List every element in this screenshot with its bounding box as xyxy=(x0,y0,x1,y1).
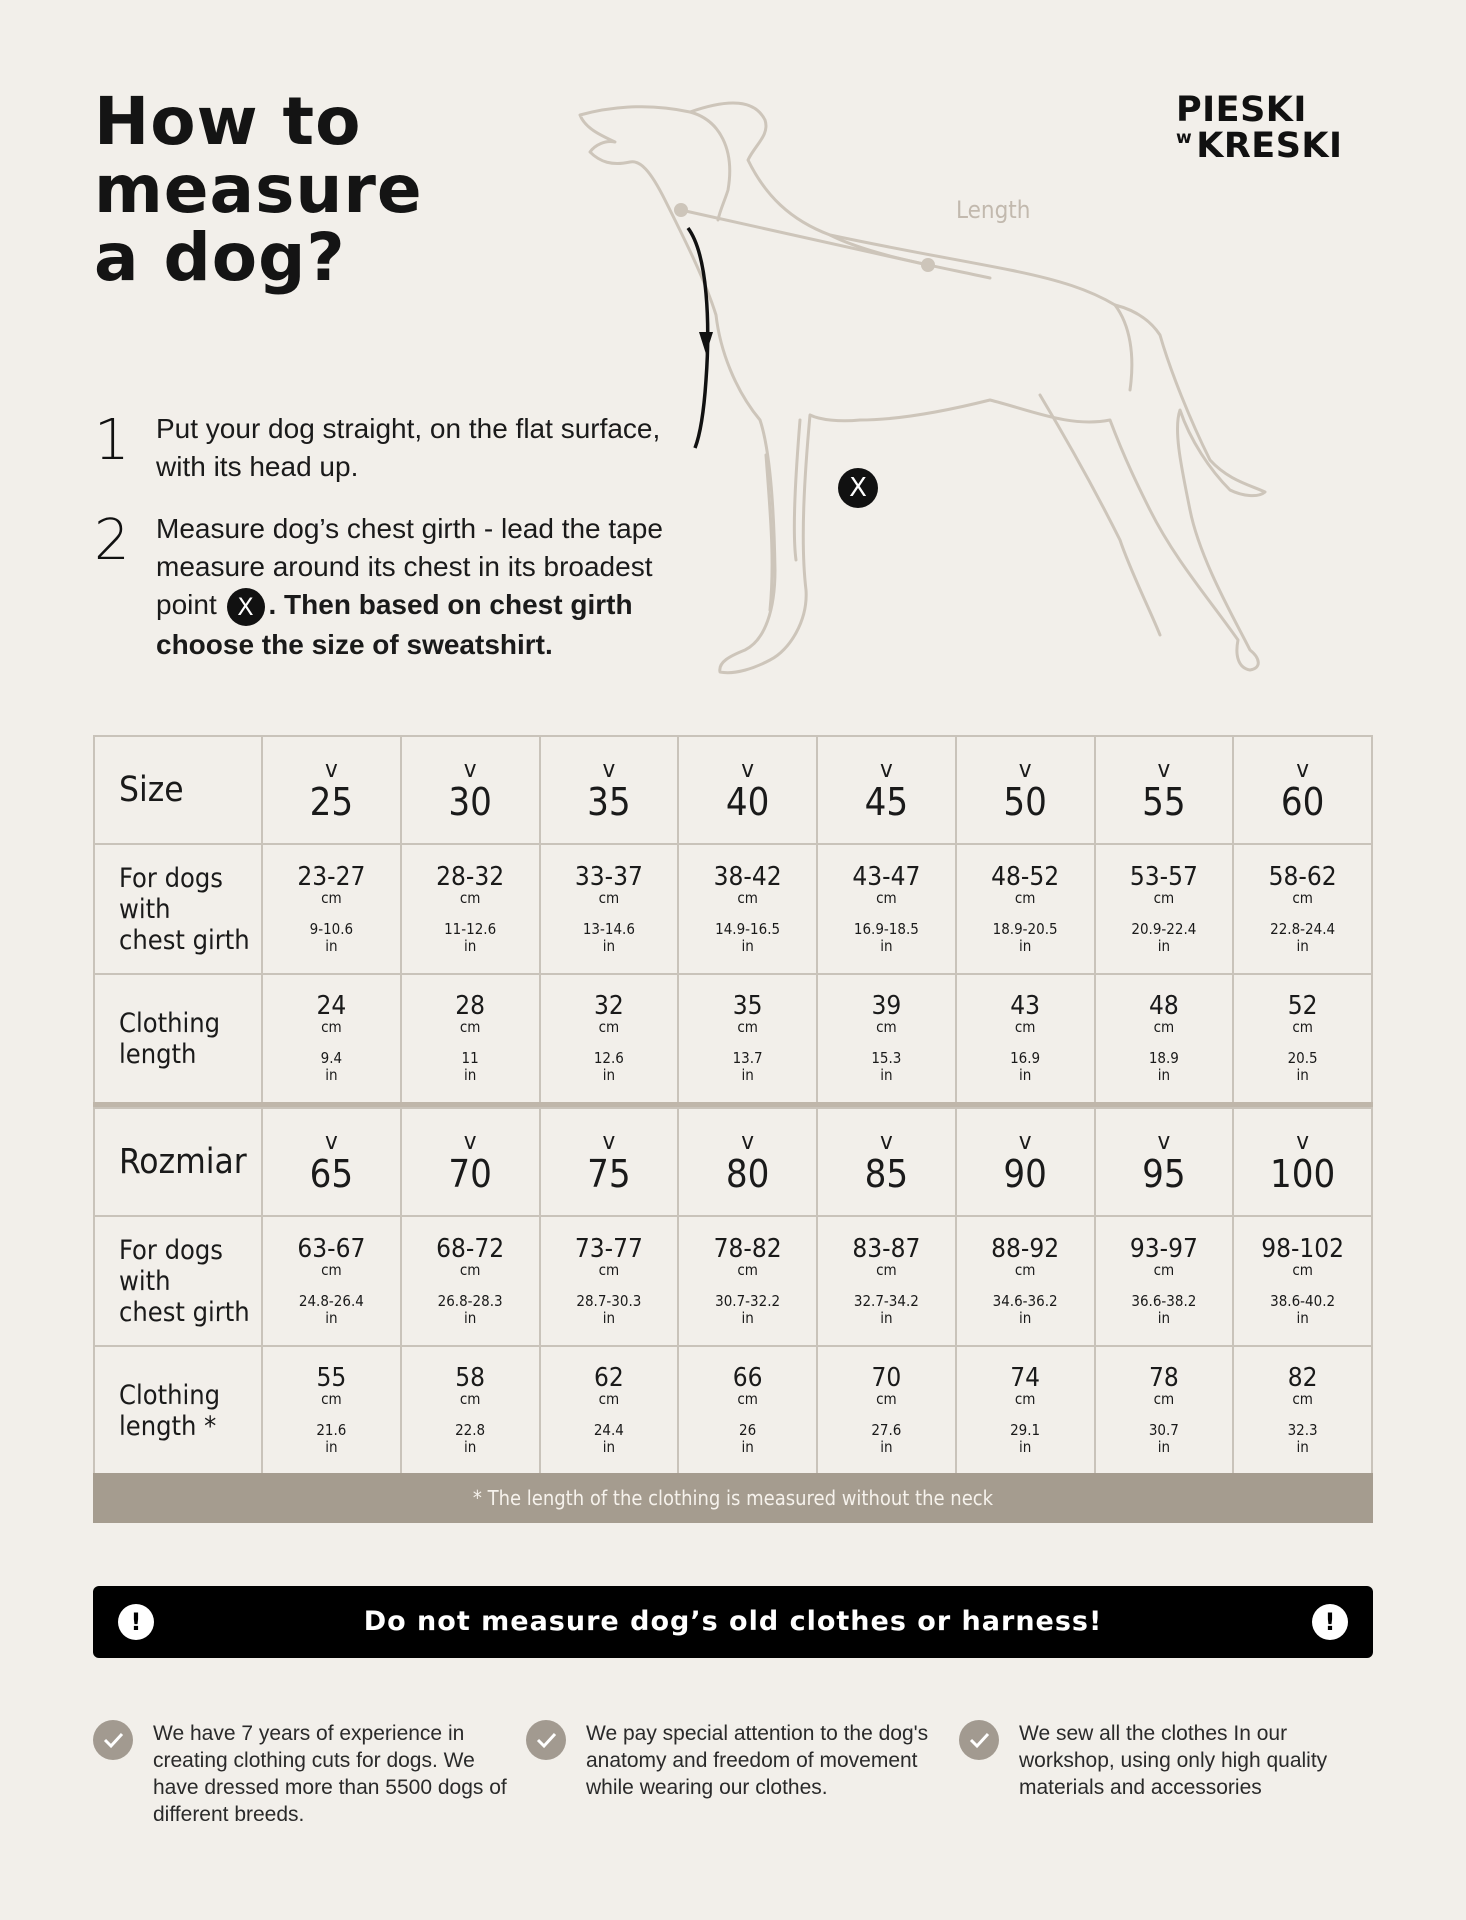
clothing-length-cell xyxy=(401,1346,540,1475)
unit-in: in xyxy=(602,1308,616,1327)
clothing-length-label xyxy=(94,1346,262,1475)
unit-in: in xyxy=(741,1308,754,1327)
length-cm-value: 78 xyxy=(1148,1363,1179,1393)
chest-girth-cell xyxy=(540,844,679,974)
clothing-length-cell xyxy=(678,1346,817,1475)
unit-cm: cm xyxy=(1153,888,1175,907)
length-in-value: 9.4 xyxy=(320,1049,343,1067)
size-v-mark: v xyxy=(741,1127,755,1155)
size-value: 35 xyxy=(587,780,631,824)
size-value: 100 xyxy=(1270,1152,1336,1196)
chest-girth-cell xyxy=(678,1216,817,1346)
length-cm-value: 32 xyxy=(593,991,624,1021)
check-icon xyxy=(93,1720,133,1760)
length-in-value: 15.3 xyxy=(871,1049,902,1067)
girth-cm-value: 28-32 xyxy=(436,861,505,892)
unit-cm: cm xyxy=(321,1390,342,1408)
length-in-value: 26 xyxy=(739,1421,757,1439)
unit-in: in xyxy=(1157,1438,1171,1456)
length-cm-value: 58 xyxy=(455,1363,485,1393)
chest-girth-cell xyxy=(817,1216,956,1346)
unit-cm: cm xyxy=(1153,1260,1175,1279)
unit-in: in xyxy=(1018,1066,1032,1084)
length-cm-value: 35 xyxy=(732,991,763,1021)
unit-in: in xyxy=(325,1308,338,1327)
size-v-mark: v xyxy=(463,755,477,783)
clothing-length-label-line: Clothing xyxy=(119,1007,221,1039)
size-chart-table xyxy=(93,735,1373,1476)
size-cell xyxy=(1233,736,1372,844)
girth-cm-value: 78-82 xyxy=(713,1233,782,1264)
chest-girth-cell xyxy=(956,844,1095,974)
girth-in-value: 13-14.6 xyxy=(582,919,635,938)
girth-in-value: 36.6-38.2 xyxy=(1131,1291,1197,1310)
size-value: 85 xyxy=(864,1152,909,1196)
step-text: Put your dog straight, on the flat surface, with its head up. xyxy=(156,413,661,482)
length-in-value: 27.6 xyxy=(871,1421,902,1439)
girth-cm-value: 98-102 xyxy=(1261,1233,1345,1264)
exclamation-icon: ! xyxy=(118,1604,154,1640)
clothing-length-cell xyxy=(817,1346,956,1475)
chest-girth-cell xyxy=(262,1216,401,1346)
unit-in: in xyxy=(1018,1438,1032,1456)
size-cell xyxy=(262,736,401,844)
size-v-mark: v xyxy=(1296,755,1310,783)
size-v-mark: v xyxy=(1018,1127,1032,1155)
length-cm-value: 39 xyxy=(871,991,902,1021)
length-in-value: 32.3 xyxy=(1287,1421,1318,1439)
unit-cm: cm xyxy=(321,1018,342,1036)
chest-girth-row xyxy=(94,844,1372,974)
chest-girth-cell xyxy=(956,1216,1095,1346)
size-v-mark: v xyxy=(602,1127,616,1155)
unit-in: in xyxy=(741,1438,754,1456)
girth-cm-value: 23-27 xyxy=(297,861,366,892)
step-text-b: . Then based on chest girth choose the size of sweatshirt. xyxy=(156,589,633,660)
clothing-length-row xyxy=(94,974,1372,1105)
unit-cm: cm xyxy=(737,1260,758,1279)
size-cell xyxy=(817,1108,956,1216)
chest-girth-label-line: with xyxy=(119,893,171,925)
chest-girth-cell xyxy=(262,844,401,974)
unit-in: in xyxy=(463,1438,477,1456)
unit-cm: cm xyxy=(459,1390,481,1408)
unit-in: in xyxy=(325,1066,338,1084)
unit-in: in xyxy=(463,1066,477,1084)
chest-girth-label-line: chest girth xyxy=(119,1296,250,1328)
chest-girth-cell xyxy=(540,1216,679,1346)
clothing-length-cell xyxy=(817,974,956,1105)
girth-cm-value: 73-77 xyxy=(574,1233,643,1264)
chest-girth-cell xyxy=(678,844,817,974)
size-v-mark: v xyxy=(1018,755,1032,783)
unit-in: in xyxy=(602,1438,616,1456)
check-icon xyxy=(526,1720,566,1760)
unit-cm: cm xyxy=(737,888,758,907)
girth-in-value: 9-10.6 xyxy=(309,919,354,938)
girth-in-value: 32.7-34.2 xyxy=(853,1291,919,1310)
size-value: 50 xyxy=(1003,780,1047,824)
feature-text: We have 7 years of experience in creating clothing cuts for dogs. We have dressed more than 5500 dogs of different breeds. xyxy=(153,1722,507,1826)
unit-cm: cm xyxy=(1292,1260,1313,1279)
clothing-length-cell xyxy=(956,974,1095,1105)
unit-cm: cm xyxy=(1014,1018,1036,1036)
unit-cm: cm xyxy=(1292,1390,1313,1408)
size-value: 30 xyxy=(448,780,492,824)
size-row xyxy=(94,736,1372,844)
chest-girth-label xyxy=(94,844,262,974)
unit-in: in xyxy=(1157,936,1171,955)
chest-girth-label-line: with xyxy=(119,1265,171,1297)
clothing-length-label-line: length xyxy=(119,1038,197,1070)
girth-in-value: 24.8-26.4 xyxy=(298,1291,364,1310)
page-title xyxy=(94,83,423,296)
clothing-length-cell xyxy=(956,1346,1095,1475)
length-in-value: 24.4 xyxy=(593,1421,624,1439)
size-v-mark: v xyxy=(602,755,616,783)
chest-girth-cell xyxy=(817,844,956,974)
chest-girth-cell xyxy=(401,1216,540,1346)
size-label: Rozmiar xyxy=(94,1108,262,1216)
unit-in: in xyxy=(1296,1438,1309,1456)
length-in-value: 20.5 xyxy=(1287,1049,1318,1067)
size-cell xyxy=(401,1108,540,1216)
size-value: 65 xyxy=(309,1152,354,1196)
size-v-mark: v xyxy=(1157,755,1171,783)
girth-cm-value: 53-57 xyxy=(1129,861,1198,892)
size-v-mark: v xyxy=(879,1127,893,1155)
unit-in: in xyxy=(880,1438,893,1456)
size-cell xyxy=(401,736,540,844)
unit-cm: cm xyxy=(737,1390,758,1408)
size-cell xyxy=(678,1108,817,1216)
size-value: 80 xyxy=(725,1152,770,1196)
title-line: measure xyxy=(94,151,423,228)
size-value: 25 xyxy=(309,780,354,824)
unit-cm: cm xyxy=(321,1260,342,1279)
length-in-value: 13.7 xyxy=(732,1049,763,1067)
size-cell xyxy=(262,1108,401,1216)
chest-girth-cell xyxy=(401,844,540,974)
unit-in: in xyxy=(1018,936,1032,955)
size-v-mark: v xyxy=(324,1127,338,1155)
brand-line-1: PIESKI xyxy=(1176,90,1307,130)
table-footnote: * The length of the clothing is measured without the neck xyxy=(93,1473,1373,1523)
clothing-length-cell xyxy=(540,974,679,1105)
girth-in-value: 20.9-22.4 xyxy=(1131,919,1197,938)
unit-in: in xyxy=(880,1066,893,1084)
unit-in: in xyxy=(325,936,338,955)
unit-cm: cm xyxy=(876,1390,897,1408)
size-v-mark: v xyxy=(879,755,893,783)
clothing-length-cell xyxy=(540,1346,679,1475)
unit-cm: cm xyxy=(876,888,897,907)
clothing-length-label-line: length * xyxy=(119,1410,217,1442)
length-in-value: 30.7 xyxy=(1148,1421,1179,1439)
clothing-length-label xyxy=(94,974,262,1105)
chest-girth-label-line: For dogs xyxy=(119,1234,223,1266)
girth-in-value: 34.6-36.2 xyxy=(992,1291,1058,1310)
exclamation-icon: ! xyxy=(1312,1604,1348,1640)
size-row xyxy=(94,1108,1372,1216)
size-value: 40 xyxy=(725,780,770,824)
unit-cm: cm xyxy=(1014,1260,1036,1279)
unit-cm: cm xyxy=(598,1260,620,1279)
length-in-value: 12.6 xyxy=(593,1049,624,1067)
length-cm-value: 74 xyxy=(1010,1363,1040,1393)
unit-in: in xyxy=(1296,936,1309,955)
girth-in-value: 26.8-28.3 xyxy=(437,1291,503,1310)
clothing-length-label-line: Clothing xyxy=(119,1379,221,1411)
length-label: Length xyxy=(956,196,1031,224)
unit-cm: cm xyxy=(876,1260,897,1279)
size-v-mark: v xyxy=(741,755,755,783)
size-value: 70 xyxy=(448,1152,492,1196)
chest-point-inline-marker: X xyxy=(227,588,265,626)
chest-girth-cell xyxy=(1095,1216,1234,1346)
length-cm-value: 28 xyxy=(455,991,485,1021)
girth-cm-value: 83-87 xyxy=(852,1233,921,1264)
length-in-value: 16.9 xyxy=(1010,1049,1041,1067)
girth-cm-value: 88-92 xyxy=(991,1233,1060,1264)
unit-cm: cm xyxy=(598,1390,620,1408)
girth-cm-value: 33-37 xyxy=(574,861,643,892)
unit-cm: cm xyxy=(1153,1018,1175,1036)
size-value: 60 xyxy=(1280,780,1325,824)
feature-text: We sew all the clothes In our workshop, using only high quality materials and accessories xyxy=(1019,1722,1328,1799)
unit-in: in xyxy=(1157,1066,1171,1084)
size-cell xyxy=(956,1108,1095,1216)
size-cell xyxy=(540,1108,679,1216)
size-cell xyxy=(956,736,1095,844)
unit-cm: cm xyxy=(1153,1390,1175,1408)
unit-cm: cm xyxy=(876,1018,897,1036)
unit-cm: cm xyxy=(459,1260,481,1279)
clothing-length-cell xyxy=(1095,1346,1234,1475)
step-text xyxy=(156,510,716,664)
length-cm-value: 55 xyxy=(316,1363,347,1393)
girth-cm-value: 68-72 xyxy=(436,1233,505,1264)
clothing-length-cell xyxy=(262,974,401,1105)
girth-in-value: 30.7-32.2 xyxy=(715,1291,781,1310)
unit-in: in xyxy=(1157,1308,1171,1327)
unit-in: in xyxy=(880,1308,893,1327)
length-in-value: 29.1 xyxy=(1010,1421,1041,1439)
chest-girth-label-line: For dogs xyxy=(119,862,223,894)
girth-cm-value: 43-47 xyxy=(852,861,921,892)
check-icon xyxy=(959,1720,999,1760)
clothing-length-cell xyxy=(678,974,817,1105)
unit-cm: cm xyxy=(321,888,342,907)
unit-cm: cm xyxy=(598,1018,620,1036)
size-value: 45 xyxy=(864,780,909,824)
girth-in-value: 28.7-30.3 xyxy=(576,1291,642,1310)
title-line: How to xyxy=(94,83,362,160)
step-text-a: Measure dog’s chest girth - lead the tape measure around its chest in its broadest point xyxy=(156,513,663,620)
girth-in-value: 11-12.6 xyxy=(444,919,497,938)
size-value: 95 xyxy=(1142,1152,1186,1196)
length-in-value: 22.8 xyxy=(455,1421,486,1439)
girth-in-value: 14.9-16.5 xyxy=(715,919,781,938)
size-cell xyxy=(540,736,679,844)
unit-cm: cm xyxy=(737,1018,758,1036)
step-number: 2 xyxy=(94,508,130,573)
size-cell xyxy=(817,736,956,844)
chest-girth-cell xyxy=(1233,844,1372,974)
size-v-mark: v xyxy=(1157,1127,1171,1155)
girth-in-value: 22.8-24.4 xyxy=(1270,919,1336,938)
size-value: 55 xyxy=(1142,780,1186,824)
clothing-length-cell xyxy=(1233,974,1372,1105)
unit-cm: cm xyxy=(598,888,620,907)
girth-cm-value: 93-97 xyxy=(1129,1233,1198,1264)
title-line: a dog? xyxy=(94,219,346,296)
unit-in: in xyxy=(1018,1308,1032,1327)
size-v-mark: v xyxy=(1296,1127,1310,1155)
unit-in: in xyxy=(741,1066,754,1084)
girth-in-value: 38.6-40.2 xyxy=(1270,1291,1336,1310)
unit-in: in xyxy=(1296,1066,1309,1084)
unit-in: in xyxy=(741,936,754,955)
clothing-length-cell xyxy=(262,1346,401,1475)
girth-cm-value: 58-62 xyxy=(1268,861,1337,892)
girth-cm-value: 63-67 xyxy=(297,1233,366,1264)
chest-point-marker: X xyxy=(838,468,878,508)
warning-banner xyxy=(93,1586,1373,1658)
unit-cm: cm xyxy=(1292,1018,1313,1036)
step-number: 1 xyxy=(94,408,130,473)
warning-text: Do not measure dog’s old clothes or harness! xyxy=(363,1606,1103,1637)
size-cell xyxy=(1233,1108,1372,1216)
unit-in: in xyxy=(602,936,616,955)
unit-in: in xyxy=(602,1066,616,1084)
length-in-value: 21.6 xyxy=(316,1421,347,1439)
clothing-length-cell xyxy=(401,974,540,1105)
chest-girth-cell xyxy=(1233,1216,1372,1346)
brand-line-2-text: KRESKI xyxy=(1196,126,1343,166)
length-cm-value: 62 xyxy=(593,1363,624,1393)
size-cell xyxy=(1095,736,1234,844)
clothing-length-cell xyxy=(1095,974,1234,1105)
clothing-length-cell xyxy=(1233,1346,1372,1475)
size-v-mark: v xyxy=(463,1127,477,1155)
unit-in: in xyxy=(463,936,477,955)
length-cm-value: 48 xyxy=(1148,991,1179,1021)
unit-in: in xyxy=(880,936,893,955)
length-in-value: 18.9 xyxy=(1148,1049,1179,1067)
length-cm-value: 70 xyxy=(871,1363,902,1393)
feature-text: We pay special attention to the dog's anatomy and freedom of movement while wearing our clothes. xyxy=(586,1722,929,1799)
length-cm-value: 24 xyxy=(316,991,347,1021)
size-value: 90 xyxy=(1003,1152,1047,1196)
size-value: 75 xyxy=(587,1152,631,1196)
unit-in: in xyxy=(325,1438,338,1456)
unit-cm: cm xyxy=(459,1018,481,1036)
girth-in-value: 16.9-18.5 xyxy=(853,919,919,938)
length-in-value: 11 xyxy=(461,1049,479,1067)
unit-cm: cm xyxy=(1014,888,1036,907)
unit-in: in xyxy=(1296,1308,1309,1327)
unit-cm: cm xyxy=(1014,1390,1036,1408)
brand-w: w xyxy=(1176,128,1193,148)
unit-cm: cm xyxy=(1292,888,1313,907)
size-cell xyxy=(1095,1108,1234,1216)
girth-in-value: 18.9-20.5 xyxy=(992,919,1058,938)
length-cm-value: 66 xyxy=(732,1363,763,1393)
girth-cm-value: 48-52 xyxy=(991,861,1060,892)
length-cm-value: 52 xyxy=(1287,991,1318,1021)
chest-girth-label xyxy=(94,1216,262,1346)
clothing-length-row xyxy=(94,1346,1372,1475)
size-cell xyxy=(678,736,817,844)
length-cm-value: 82 xyxy=(1287,1363,1318,1393)
girth-cm-value: 38-42 xyxy=(713,861,782,892)
chest-girth-row xyxy=(94,1216,1372,1346)
chest-girth-cell xyxy=(1095,844,1234,974)
length-cm-value: 43 xyxy=(1010,991,1040,1021)
unit-in: in xyxy=(463,1308,477,1327)
unit-cm: cm xyxy=(459,888,481,907)
size-v-mark: v xyxy=(324,755,338,783)
size-label: Size xyxy=(94,736,262,844)
chest-girth-label-line: chest girth xyxy=(119,924,250,956)
